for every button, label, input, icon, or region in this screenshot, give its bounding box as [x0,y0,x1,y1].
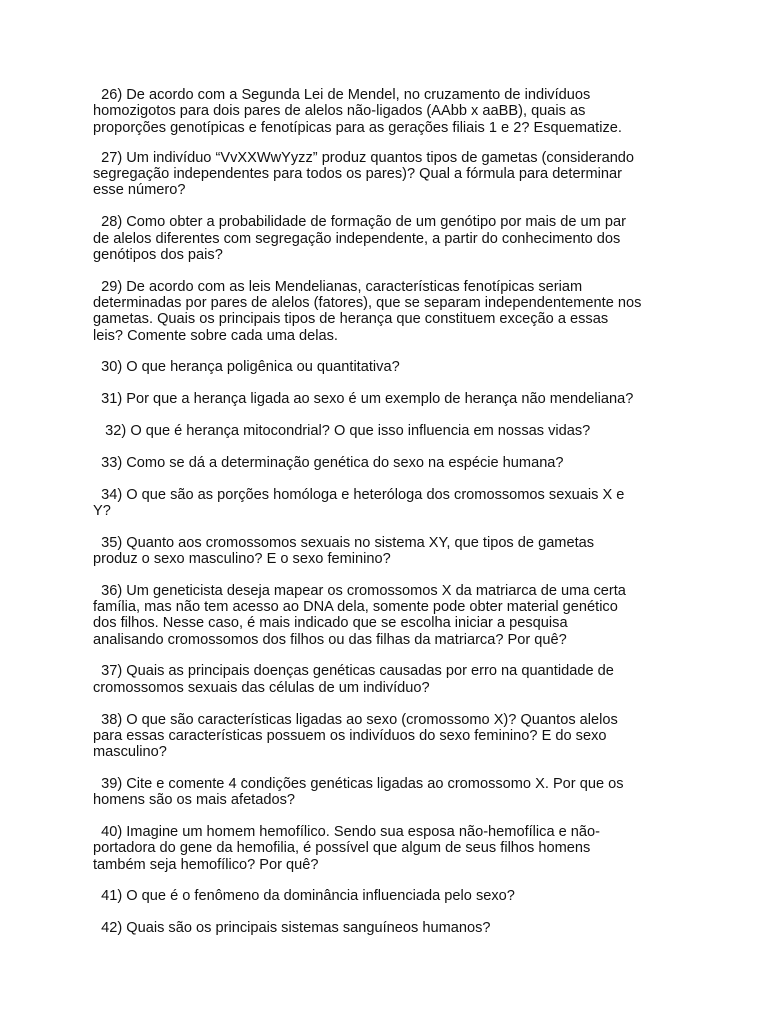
question-line: Y? [93,502,111,519]
question-line: 37) Quais as principais doenças genéticas causadas por erro na quantidade de [93,663,614,680]
question-line: também seja hemofílico? Por quê? [93,856,319,873]
question-33 [93,455,683,471]
question-line: 40) Imagine um homem hemofílico. Sendo sua esposa não-hemofílica e não- [93,824,601,840]
question-36 [93,583,683,648]
question-line: cromossomos sexuais das células de um indivíduo? [93,679,430,696]
question-line: para essas características possuem os indivíduos do sexo feminino? E do sexo [93,727,607,744]
question-32 [93,423,683,439]
question-29 [93,279,683,344]
question-39 [93,776,683,809]
question-line: homens são os mais afetados? [93,792,295,809]
question-line: homozigotos para dois pares de alelos não-ligados (AAbb x aaBB), quais as [93,103,586,120]
question-line: 33) Como se dá a determinação genética do sexo na espécie humana? [93,454,564,471]
question-line: 30) O que herança poligênica ou quantitativa? [93,359,400,376]
question-37 [93,663,683,696]
question-line: 39) Cite e comente 4 condições genéticas ligadas ao cromossomo X. Por que os [93,775,624,792]
question-line: 42) Quais são os principais sistemas sanguíneos humanos? [93,920,491,937]
question-line: segregação independentes para todos os pares)? Qual a fórmula para determinar [93,166,622,183]
question-line: portadora do gene da hemofilia, é possível que algum de seus filhos homens [93,840,591,857]
question-line: família, mas não tem acesso ao DNA dela, somente pode obter material genético [93,599,618,616]
question-38 [93,712,683,761]
question-34 [93,487,683,520]
question-41 [93,888,683,904]
question-line: 31) Por que a herança ligada ao sexo é um exemplo de herança não mendeliana? [93,391,634,408]
question-40 [93,824,683,873]
question-list [93,87,683,952]
question-42 [93,920,683,936]
question-line: 36) Um geneticista deseja mapear os cromossomos X da matriarca de uma certa [93,582,626,599]
question-27 [93,150,683,199]
question-line: masculino? [93,744,167,761]
question-line: 32) O que é herança mitocondrial? O que isso influencia em nossas vidas? [93,422,591,439]
question-line: analisando cromossomos dos filhos ou das filhas da matriarca? Por quê? [93,631,567,648]
question-line: proporções genotípicas e fenotípicas para as gerações filiais 1 e 2? Esquematize. [93,119,622,136]
question-line: 27) Um indivíduo “VvXXWwYyzz” produz quantos tipos de gametas (considerando [93,149,635,166]
question-line: dos filhos. Nesse caso, é mais indicado que se escolha iniciar a pesquisa [93,615,568,632]
question-line: genótipos dos pais? [93,246,223,263]
question-line: 26) De acordo com a Segunda Lei de Mendel, no cruzamento de indivíduos [93,87,591,103]
question-line: 34) O que são as porções homóloga e heteróloga dos cromossomos sexuais X e [93,486,625,503]
question-line: 41) O que é o fenômeno da dominância influenciada pelo sexo? [93,888,515,905]
question-30 [93,359,683,375]
question-31 [93,391,683,407]
question-line: de alelos diferentes com segregação independente, a partir do conhecimento dos [93,230,621,247]
question-line: 29) De acordo com as leis Mendelianas, características fenotípicas seriam [93,278,583,295]
question-line: leis? Comente sobre cada uma delas. [93,327,338,344]
question-line: 35) Quanto aos cromossomos sexuais no sistema XY, que tipos de gametas [93,534,595,551]
question-line: gametas. Quais os principais tipos de herança que constituem exceção a essas [93,311,609,328]
question-line: produz o sexo masculino? E o sexo feminino? [93,550,391,567]
question-28 [93,214,683,263]
question-line: 38) O que são características ligadas ao sexo (cromossomo X)? Quantos alelos [93,711,618,728]
question-line: determinadas por pares de alelos (fatores), que se separam independentemente nos [93,294,642,311]
question-line: esse número? [93,182,186,199]
question-35 [93,535,683,568]
question-line: 28) Como obter a probabilidade de formação de um genótipo por mais de um par [93,214,626,231]
question-26 [93,87,683,136]
